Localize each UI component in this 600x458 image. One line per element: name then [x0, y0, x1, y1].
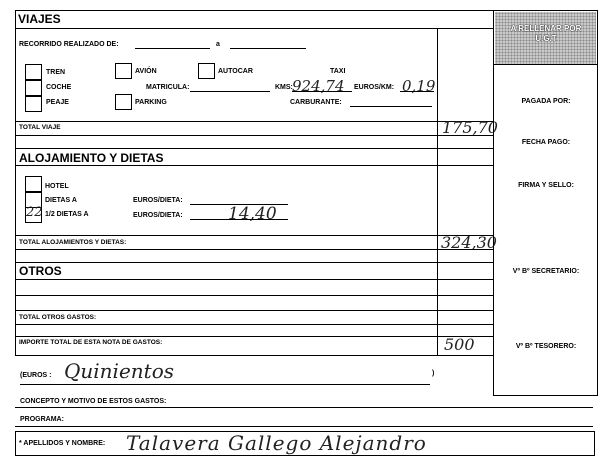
apellidos-value: Talavera Gallego Alejandro [126, 431, 427, 455]
total-alojamiento-top-line [15, 235, 493, 236]
kms-value: 924,74 [292, 77, 345, 95]
total-viaje-mid-line [15, 135, 493, 136]
recorrido-a-label: a [216, 41, 220, 48]
concepto-label: CONCEPTO Y MOTIVO DE ESTOS GASTOS: [20, 398, 167, 405]
total-viaje-value: 175,70 [442, 118, 498, 137]
media-dietas-label: 1/2 DIETAS A [45, 211, 89, 218]
tren-label: TREN [46, 69, 66, 76]
total-alojamiento-value: 324,30 [441, 233, 497, 252]
matricula-label: MATRICULA: [146, 84, 190, 91]
euros-km-value: 0,19 [402, 77, 436, 95]
importe-top-line [15, 336, 493, 337]
coche-label: COCHE [46, 84, 72, 91]
amount-column-divider [437, 28, 438, 355]
alojamiento-top-line [15, 148, 493, 149]
viajes-header-line [15, 28, 493, 29]
euros-words-value: Quinientos [64, 359, 175, 383]
ugt-header-line [493, 64, 598, 65]
carburante-line [350, 106, 432, 107]
form-bottom-line [15, 355, 493, 356]
total-alojamiento-mid-line [15, 249, 493, 250]
importe-total-label: IMPORTE TOTAL DE ESTA NOTA DE GASTOS: [19, 339, 163, 346]
euros-words-close: ) [432, 370, 435, 377]
parking-checkbox[interactable] [115, 94, 132, 110]
alojamiento-header-line [15, 165, 493, 166]
total-alojamiento-label: TOTAL ALOJAMIENTOS Y DIETAS: [19, 239, 127, 246]
total-viaje-top-line [15, 121, 493, 122]
otros-header-line [15, 279, 493, 280]
hotel-label: HOTEL [45, 183, 69, 190]
parking-label: PARKING [135, 99, 167, 106]
euros-dieta-label-1: EUROS/DIETA: [133, 197, 183, 204]
coche-checkbox[interactable] [25, 80, 42, 96]
total-otros-bottom-line [15, 324, 493, 325]
tesorero-label: Vº Bº TESORERO: [515, 343, 577, 350]
alojamiento-title: ALOJAMIENTO Y DIETAS [19, 151, 164, 165]
secretario-label: Vº Bº SECRETARIO: [512, 268, 580, 275]
kms-label: KMS: [275, 84, 293, 91]
matricula-line [190, 91, 270, 92]
firma-label: FIRMA Y SELLO: [518, 182, 574, 189]
top-border [15, 10, 493, 11]
carburante-label: CARBURANTE: [290, 99, 342, 106]
recorrido-destino-line [230, 48, 306, 49]
euros-words-open: (EUROS : [20, 372, 52, 379]
programa-label: PROGRAMA: [20, 416, 64, 423]
concepto-line [15, 407, 593, 408]
euros-dieta-label-2: EUROS/DIETA: [133, 212, 183, 219]
euros-dieta-value: 14,40 [228, 204, 277, 224]
left-border [15, 10, 16, 355]
total-viaje-label: TOTAL VIAJE [19, 124, 61, 131]
autocar-checkbox[interactable] [198, 63, 215, 79]
euros-km-line [400, 91, 434, 92]
programa-line [15, 426, 593, 427]
ugt-header-text: A RELLENAR POR U.G.T [510, 24, 582, 43]
fecha-pago-label: FECHA PAGO: [521, 139, 571, 146]
apellidos-label: * APELLIDOS Y NOMBRE: [19, 440, 106, 447]
peaje-checkbox[interactable] [25, 96, 42, 112]
total-otros-label: TOTAL OTROS GASTOS: [19, 314, 97, 321]
ugt-sidebar [493, 10, 598, 396]
dietas-a-label: DIETAS A [45, 197, 77, 204]
avion-label: AVIÓN [135, 68, 157, 75]
otros-row-line-1 [15, 295, 493, 296]
pagada-label: PAGADA POR: [521, 98, 571, 105]
autocar-label: AUTOCAR [218, 68, 253, 75]
otros-row-line-2 [15, 310, 493, 311]
otros-title: OTROS [19, 264, 62, 278]
viajes-title: VIAJES [18, 12, 61, 26]
otros-top-line [15, 262, 493, 263]
tren-checkbox[interactable] [25, 64, 42, 80]
hotel-checkbox[interactable] [25, 176, 42, 192]
media-dietas-count: 22 [26, 205, 43, 220]
taxi-label: TAXI [330, 68, 346, 75]
euros-words-line [20, 384, 430, 385]
euros-km-label: EUROS/KM: [354, 84, 395, 91]
avion-checkbox[interactable] [115, 63, 132, 79]
importe-total-value: 500 [444, 335, 475, 354]
recorrido-origen-line [135, 48, 210, 49]
euros-dieta-line-2 [190, 219, 288, 220]
peaje-label: PEAJE [46, 99, 69, 106]
recorrido-label: RECORRIDO REALIZADO DE: [19, 41, 119, 48]
kms-line [292, 91, 352, 92]
